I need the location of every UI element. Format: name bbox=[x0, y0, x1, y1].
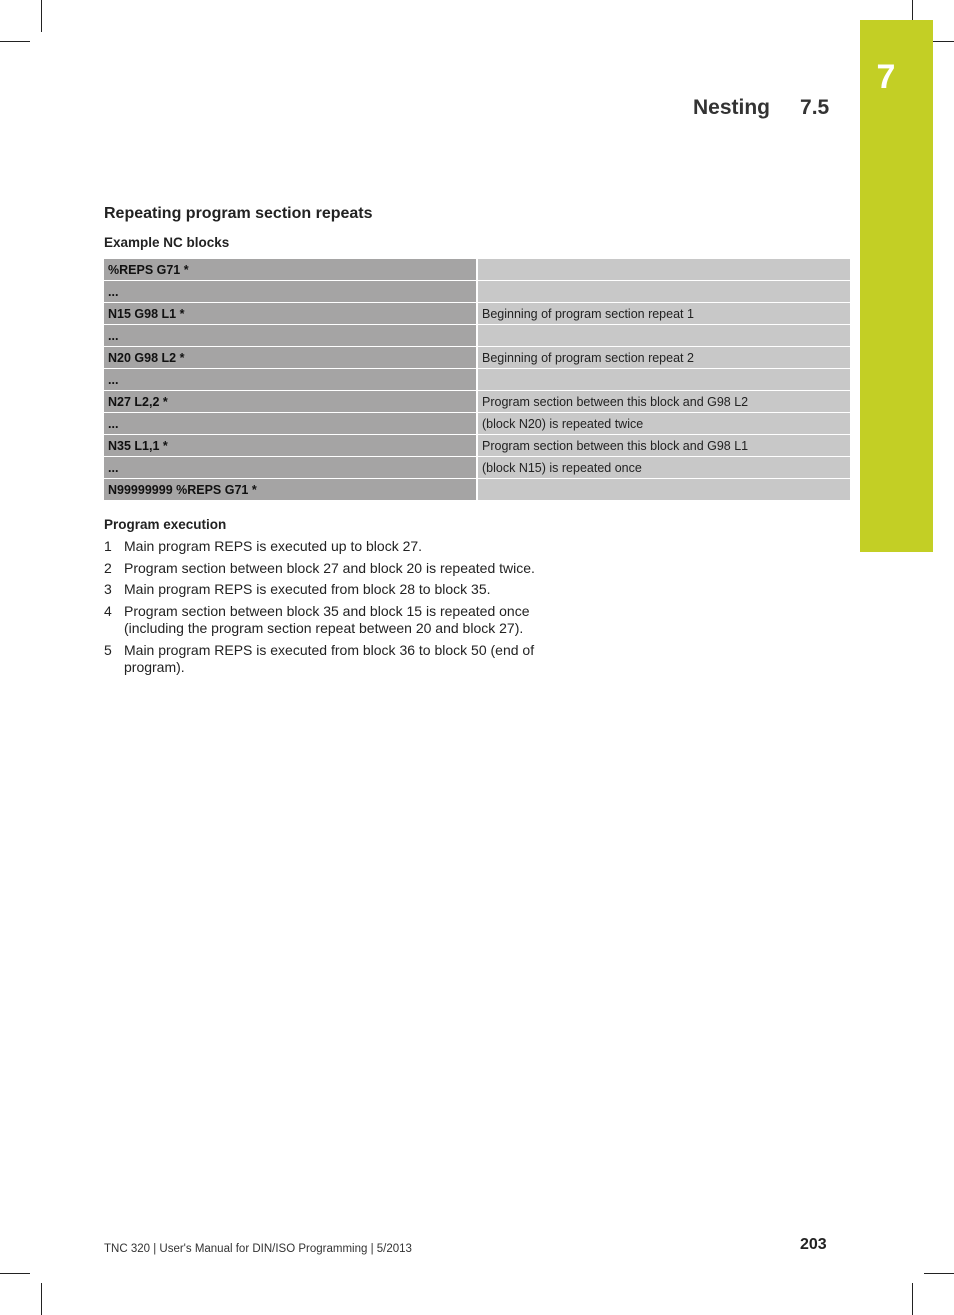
crop-mark bbox=[0, 41, 30, 42]
nc-block-code: %REPS G71 * bbox=[104, 259, 478, 280]
table-row bbox=[104, 281, 850, 302]
nc-blocks-table bbox=[104, 258, 850, 501]
table-row bbox=[104, 347, 850, 368]
footer-text: TNC 320 | User's Manual for DIN/ISO Programming | 5/2013 bbox=[104, 1243, 412, 1255]
nc-block-description: Beginning of program section repeat 1 bbox=[478, 303, 850, 324]
nc-block-description bbox=[478, 259, 850, 280]
list-item bbox=[104, 603, 544, 638]
nc-block-code: N15 G98 L1 * bbox=[104, 303, 478, 324]
nc-block-code: N35 L1,1 * bbox=[104, 435, 478, 456]
table-row bbox=[104, 457, 850, 478]
nc-block-description bbox=[478, 479, 850, 500]
nc-block-description: (block N20) is repeated twice bbox=[478, 413, 850, 434]
step-number: 4 bbox=[104, 602, 112, 619]
crop-mark bbox=[924, 1273, 954, 1274]
table-row bbox=[104, 369, 850, 390]
crop-mark bbox=[0, 1273, 30, 1274]
list-item bbox=[104, 581, 544, 599]
example-title: Example NC blocks bbox=[104, 235, 230, 250]
nc-block-code: N20 G98 L2 * bbox=[104, 347, 478, 368]
step-text: Main program REPS is executed up to block 27. bbox=[124, 538, 423, 554]
running-head-section: 7.5 bbox=[800, 96, 830, 119]
list-item bbox=[104, 560, 544, 578]
step-number: 1 bbox=[104, 538, 112, 554]
nc-block-code: N27 L2,2 * bbox=[104, 391, 478, 412]
step-text: Program section between block 35 and block 15 is repeated once (including the program section repeat between 20 and block 27). bbox=[124, 602, 530, 636]
nc-block-code: N99999999 %REPS G71 * bbox=[104, 479, 478, 500]
page-number: 203 bbox=[800, 1236, 827, 1253]
nc-block-description: (block N15) is repeated once bbox=[478, 457, 850, 478]
section-title: Repeating program section repeats bbox=[104, 205, 373, 222]
table-row bbox=[104, 303, 850, 324]
execution-title: Program execution bbox=[104, 517, 227, 532]
table-row bbox=[104, 259, 850, 280]
crop-mark bbox=[912, 1283, 913, 1315]
nc-block-description: Beginning of program section repeat 2 bbox=[478, 347, 850, 368]
crop-mark bbox=[41, 0, 42, 32]
execution-steps bbox=[104, 538, 544, 681]
step-number: 3 bbox=[104, 581, 112, 597]
table-row bbox=[104, 391, 850, 412]
nc-block-description: Program section between this block and G98 L1 bbox=[478, 435, 850, 456]
running-head-title: Nesting bbox=[693, 96, 771, 119]
nc-block-code: ... bbox=[104, 325, 478, 346]
nc-block-code: ... bbox=[104, 457, 478, 478]
table-row bbox=[104, 325, 850, 346]
chapter-number: 7 bbox=[876, 58, 896, 96]
table-row bbox=[104, 413, 850, 434]
nc-block-description: Program section between this block and G98 L2 bbox=[478, 391, 850, 412]
crop-mark bbox=[41, 1283, 42, 1315]
nc-block-description bbox=[478, 369, 850, 390]
step-text: Program section between block 27 and block 20 is repeated twice. bbox=[124, 559, 535, 576]
nc-block-code: ... bbox=[104, 369, 478, 390]
nc-block-code: ... bbox=[104, 413, 478, 434]
list-item bbox=[104, 642, 544, 677]
running-head bbox=[693, 96, 829, 120]
nc-block-description bbox=[478, 281, 850, 302]
list-item bbox=[104, 538, 544, 556]
step-text: Main program REPS is executed from block 36 to block 50 (end of program). bbox=[124, 641, 535, 675]
chapter-tab bbox=[860, 20, 933, 552]
step-text: Main program REPS is executed from block 28 to block 35. bbox=[124, 581, 491, 597]
table-row bbox=[104, 435, 850, 456]
step-number: 2 bbox=[104, 559, 112, 576]
step-number: 5 bbox=[104, 641, 112, 658]
nc-block-description bbox=[478, 325, 850, 346]
nc-block-code: ... bbox=[104, 281, 478, 302]
table-row bbox=[104, 479, 850, 500]
